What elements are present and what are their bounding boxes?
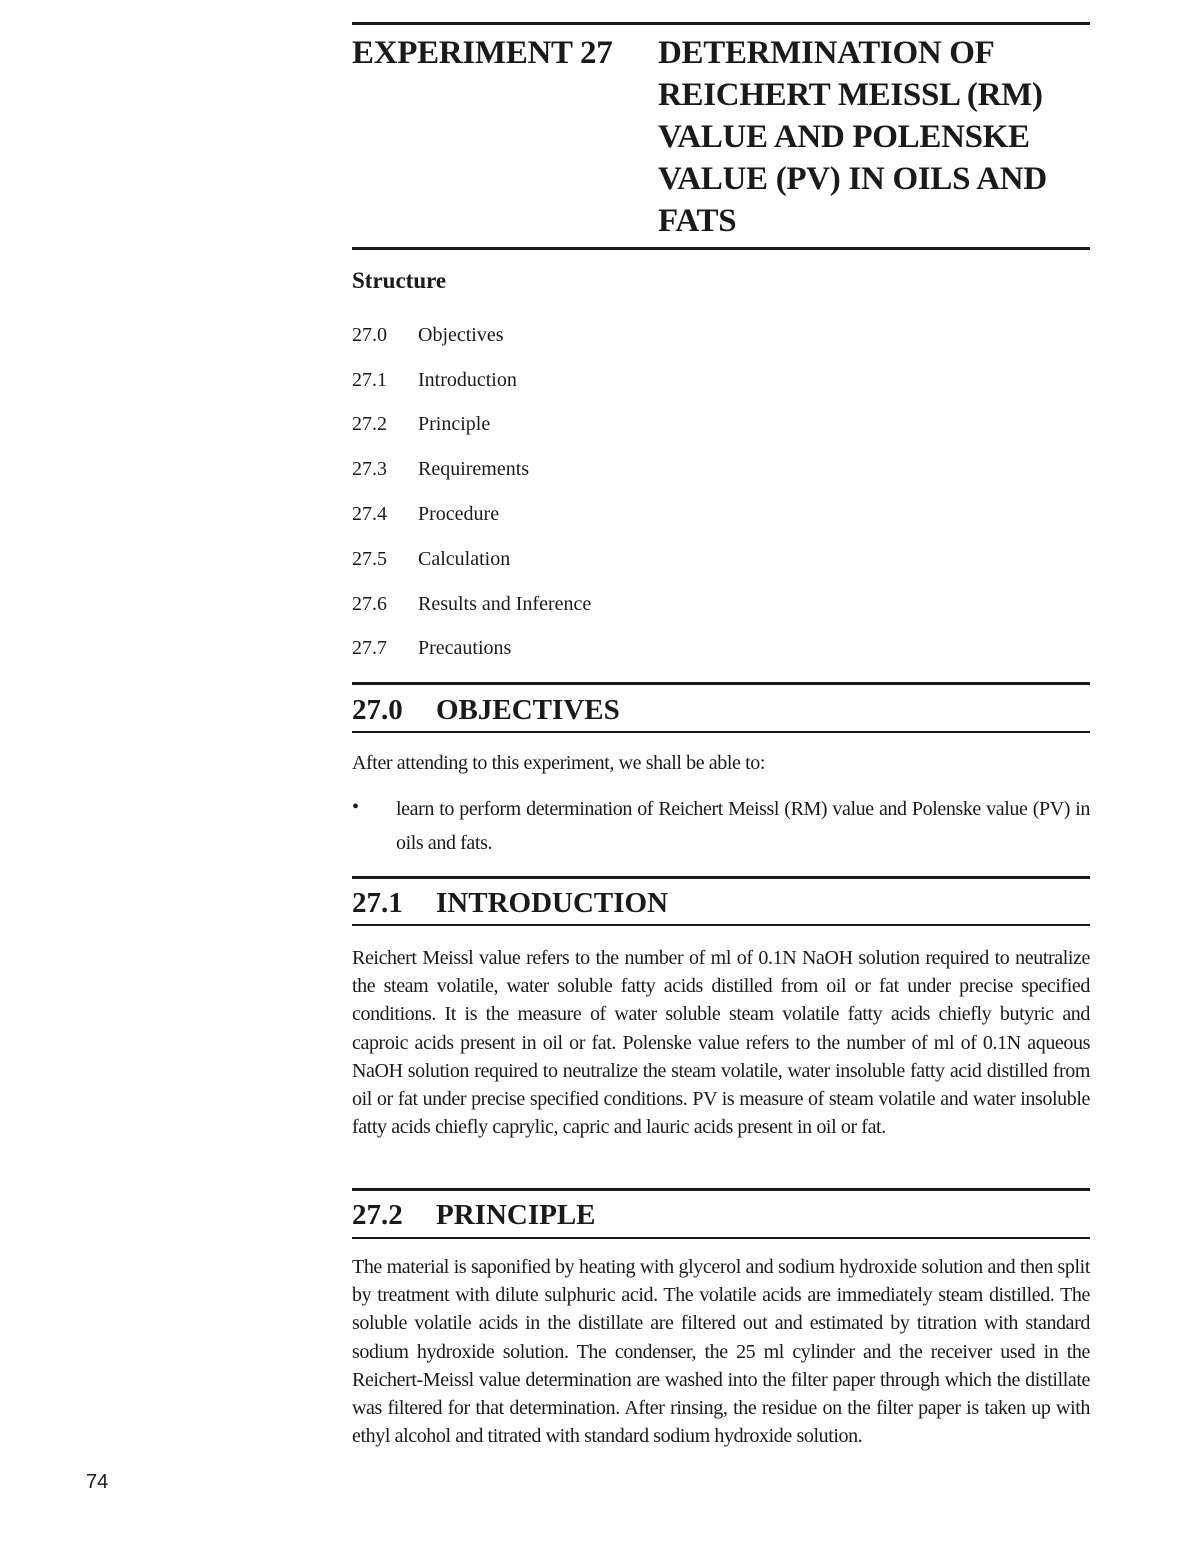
section-title: PRINCIPLE bbox=[436, 1199, 596, 1231]
toc-number: 27.7 bbox=[352, 637, 387, 659]
toc-label: Results and Inference bbox=[418, 593, 592, 615]
title-line: DETERMINATION OF bbox=[658, 35, 995, 71]
toc-label: Introduction bbox=[418, 369, 517, 391]
toc-label: Objectives bbox=[418, 324, 504, 346]
title-line: VALUE (PV) IN OILS AND bbox=[658, 161, 1047, 197]
section-title: INTRODUCTION bbox=[436, 887, 669, 919]
objectives-bullet-text: learn to perform determination of Reichert Meissl (RM) value and Polenske value (PV) in oils and fats. bbox=[396, 798, 1090, 854]
page-number: 74 bbox=[86, 1471, 109, 1493]
toc-label: Requirements bbox=[418, 458, 530, 480]
section-bottom-rule bbox=[352, 731, 1090, 733]
toc-number: 27.2 bbox=[352, 413, 387, 435]
structure-heading: Structure bbox=[352, 268, 447, 293]
header-bottom-rule bbox=[352, 247, 1090, 250]
objectives-intro: After attending to this experiment, we shall be able to: bbox=[352, 752, 766, 774]
section-top-rule bbox=[352, 682, 1090, 685]
principle-text: The material is saponified by heating with glycerol and sodium hydroxide solution and then split by treatment with dilute sulphuric acid. The volatile acids are immediately steam distilled. The soluble volatile acids in the distillate are filtered out and estimated by titration with standard sodium hydroxide solution. The condenser, the 25 ml cylinder and the receiver used in the Reichert-Meissl value determination are washed into the filter paper through which the distillate was filtered for that determination. After rinsing, the residue on the filter paper is taken up with ethyl alcohol and titrated with standard sodium hydroxide solution. bbox=[352, 1256, 1090, 1448]
toc-number: 27.1 bbox=[352, 369, 387, 391]
experiment-title bbox=[658, 32, 1090, 242]
introduction-text: Reichert Meissl value refers to the number of ml of 0.1N NaOH solution required to neutralize the steam volatile, water soluble fatty acids distilled from oil or fat under precise specified conditions. It is the measure of water soluble steam volatile fatty acids chiefly butyric and caproic acids present in oil or fat. Polenske value refers to the number of ml of 0.1N aqueous NaOH solution required to neutralize the steam volatile, water insoluble fatty acid distilled from oil or fat under precise specified conditions. PV is measure of steam volatile and water insoluble fatty acids chiefly caprylic, capric and lauric acids present in oil or fat. bbox=[352, 947, 1090, 1139]
toc-label: Principle bbox=[418, 413, 491, 435]
toc-label: Calculation bbox=[418, 548, 511, 570]
section-number: 27.1 bbox=[352, 887, 403, 919]
header-top-rule bbox=[352, 22, 1090, 25]
title-line: REICHERT MEISSL (RM) bbox=[658, 77, 1043, 113]
toc-number: 27.5 bbox=[352, 548, 387, 570]
section-top-rule bbox=[352, 876, 1090, 879]
section-top-rule bbox=[352, 1188, 1090, 1191]
toc-label: Precautions bbox=[418, 637, 512, 659]
section-title: OBJECTIVES bbox=[436, 694, 620, 726]
title-line: VALUE AND POLENSKE bbox=[658, 119, 1030, 155]
experiment-label: EXPERIMENT 27 bbox=[352, 35, 613, 71]
toc-number: 27.3 bbox=[352, 458, 387, 480]
bullet-symbol: • bbox=[352, 796, 360, 818]
toc-label: Procedure bbox=[418, 503, 500, 525]
title-line: FATS bbox=[658, 203, 737, 239]
section-number: 27.0 bbox=[352, 694, 403, 726]
section-bottom-rule bbox=[352, 924, 1090, 926]
toc-number: 27.6 bbox=[352, 593, 387, 615]
section-number: 27.2 bbox=[352, 1199, 403, 1231]
toc-number: 27.4 bbox=[352, 503, 387, 525]
section-bottom-rule bbox=[352, 1237, 1090, 1239]
toc-number: 27.0 bbox=[352, 324, 387, 346]
